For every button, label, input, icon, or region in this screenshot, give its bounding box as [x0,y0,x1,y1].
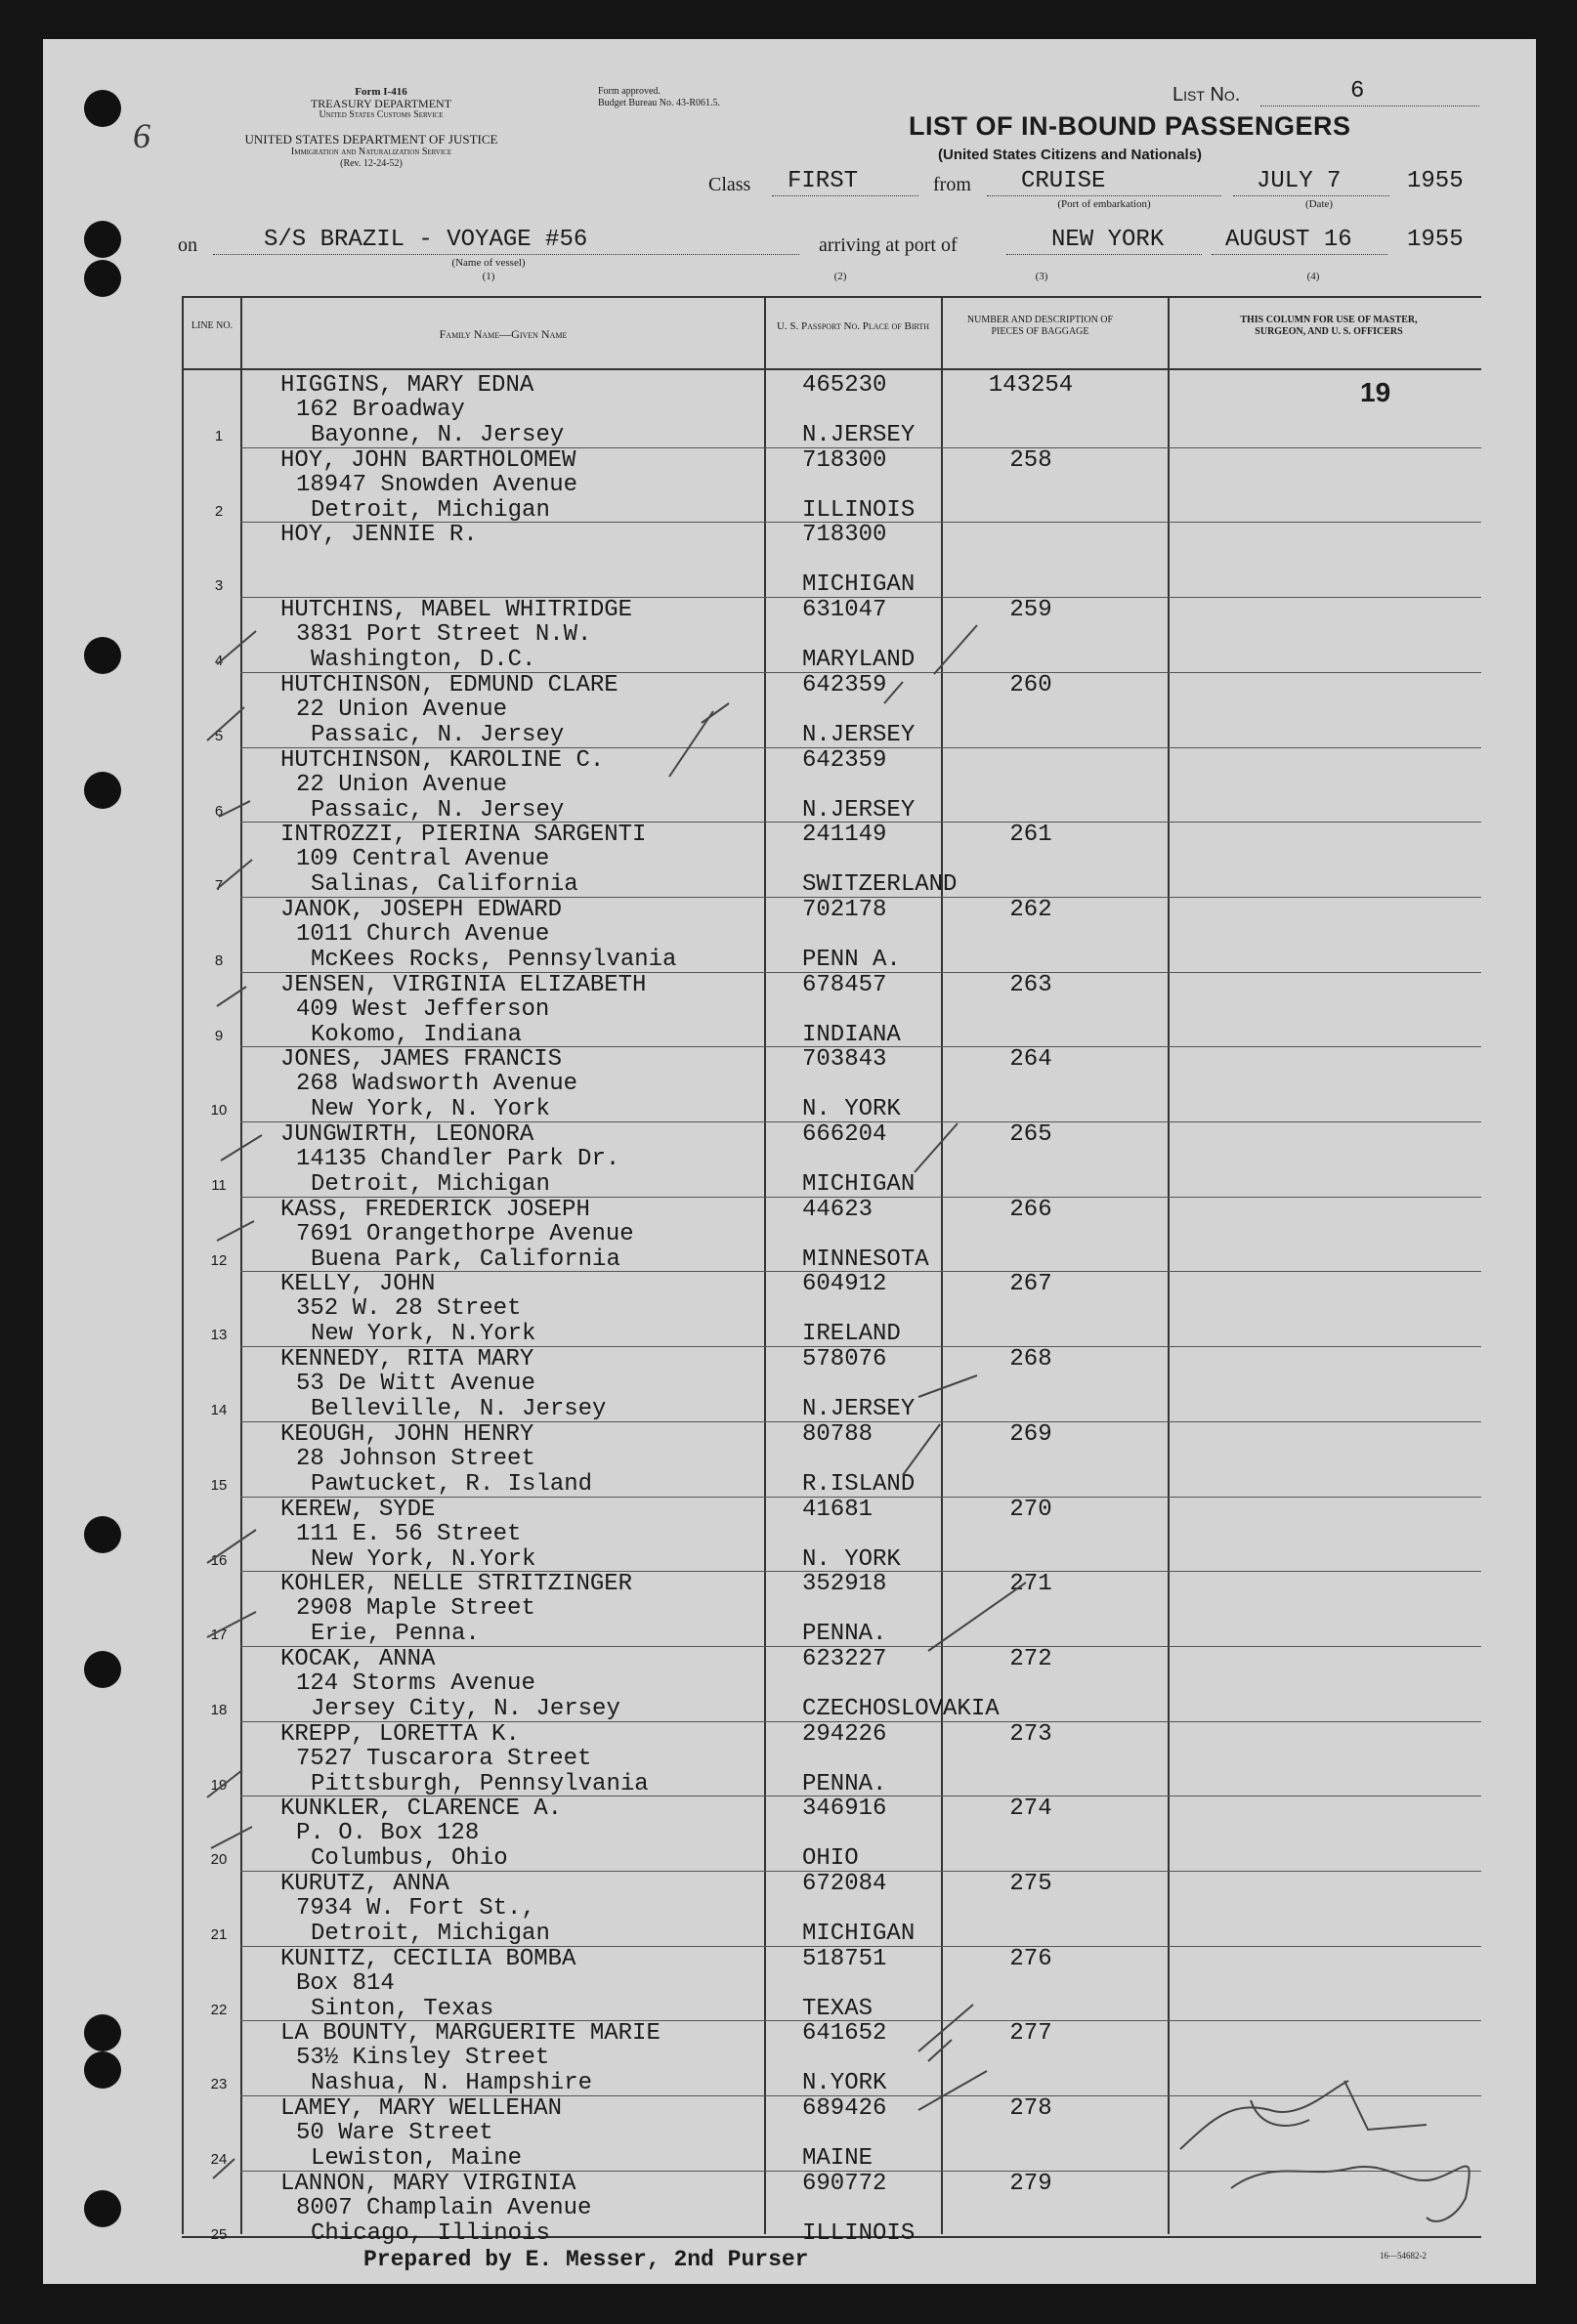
baggage-number: 270 [1009,1496,1052,1523]
passport-number: 623227 [802,1645,887,1672]
passport-number: 352918 [802,1571,887,1598]
line-number: 25 [210,2225,228,2243]
passport-number: 702178 [802,896,887,923]
table-row [0,2172,1577,2247]
table-row [0,1198,1577,1273]
arriving-label: arriving at port of [819,234,958,256]
passenger-name: KASS, FREDERICK JOSEPH [280,1196,590,1223]
line-number: 20 [210,1851,228,1869]
line-number: 1 [214,428,224,444]
passenger-city: Lewiston, Maine [311,2145,523,2173]
passenger-name: JUNGWIRTH, LEONORA [280,1121,534,1148]
passenger-street: 22 Union Avenue [296,696,508,723]
customs-service: United States Customs Service [319,109,444,120]
passenger-city: Detroit, Michigan [311,1171,550,1198]
passenger-street: 109 Central Avenue [296,846,550,873]
baggage-number: 273 [1009,1720,1052,1748]
passenger-city: Buena Park, California [311,1246,620,1273]
passport-number: 465230 [802,372,887,399]
place-of-birth: IRELAND [802,1321,901,1348]
line-number: 16 [210,1551,228,1569]
on-label: on [178,234,197,256]
passport-number: 518751 [802,1945,887,1972]
table-row [0,2096,1577,2172]
passport-number: 41681 [802,1496,874,1523]
passport-number: 703843 [802,1046,887,1074]
passenger-city: Detroit, Michigan [311,496,550,524]
col-header-name: Family Name—Given Name [439,327,568,341]
passport-number: 642359 [802,746,887,774]
line-number: 17 [210,1627,228,1644]
passenger-city: Detroit, Michigan [311,1921,550,1947]
baggage-number: 262 [1009,896,1052,923]
passenger-name: KENNEDY, RITA MARY [280,1346,534,1373]
table-row [0,598,1577,673]
table-row [0,973,1577,1048]
class-value: FIRST [788,168,859,194]
baggage-number: 261 [1009,822,1052,849]
justice-department: UNITED STATES DEPARTMENT OF JUSTICE [244,132,498,147]
place-of-birth: TEXAS [802,1995,874,2022]
col-num-2: (2) [833,271,847,282]
table-row [0,1498,1577,1573]
baggage-number: 279 [1009,2170,1052,2197]
arrival-year: 1955 [1407,227,1464,253]
place-of-birth: MICHIGAN [802,1171,916,1198]
baggage-number: 276 [1009,1945,1052,1972]
place-of-birth: MARYLAND [802,647,916,674]
passenger-name: KURUTZ, ANNA [280,1871,449,1897]
passenger-city: Passaic, N. Jersey [311,721,565,748]
embarkation-caption: (Port of embarkation) [1057,198,1151,210]
immigration-service: Immigration and Naturalization Service [290,147,452,157]
table-row [0,1796,1577,1872]
baggage-number: 263 [1009,971,1052,998]
table-row [0,1647,1577,1722]
line-number: 8 [214,951,224,969]
line-number: 2 [214,502,224,520]
table-row [0,673,1577,748]
col-header-line-no: LINE NO. [191,320,234,331]
passenger-name: KEOUGH, JOHN HENRY [280,1420,534,1448]
passenger-city: Chicago, Illinois [311,2219,550,2247]
place-of-birth: N.YORK [802,2070,887,2097]
passenger-city: McKees Rocks, Pennsylvania [311,946,677,973]
binder-hole [84,260,121,297]
passenger-city: Columbus, Ohio [311,1845,508,1873]
place-of-birth: MICHIGAN [802,1921,916,1947]
passenger-street: 3831 Port Street N.W. [296,621,592,649]
passenger-city: New York, N. York [311,1096,550,1123]
baggage-number: 274 [1009,1796,1052,1823]
class-label: Class [708,174,751,195]
line-number: 9 [214,1027,224,1044]
line-number: 13 [210,1327,228,1344]
place-of-birth: PENN A. [802,946,901,973]
table-row [0,2021,1577,2096]
passenger-name: KOCAK, ANNA [280,1645,436,1672]
place-of-birth: MAINE [802,2145,874,2173]
place-of-birth: PENNA. [802,1770,887,1797]
table-row [0,1872,1577,1947]
line-number: 21 [210,1926,228,1943]
passenger-city: Kokomo, Indiana [311,1021,523,1048]
line-number: 11 [211,1177,227,1194]
line-number: 7 [214,877,224,895]
place-of-birth: INDIANA [802,1021,901,1048]
budget-bureau: Budget Bureau No. 43-R061.5. [598,98,720,108]
passenger-city: Bayonne, N. Jersey [311,422,565,448]
baggage-number: 269 [1009,1420,1052,1448]
passenger-street: 2908 Maple Street [296,1595,535,1623]
place-of-birth: PENNA. [802,1621,887,1648]
passport-number: 689426 [802,2095,887,2123]
passenger-street: 50 Ware Street [296,2120,493,2147]
place-of-birth: N.JERSEY [802,796,916,824]
baggage-number: 260 [1009,671,1052,698]
place-of-birth: N.JERSEY [802,721,916,748]
passport-number: 672084 [802,1871,887,1897]
list-no-value: 6 [1350,78,1365,105]
table-row [0,1272,1577,1347]
passport-number: 631047 [802,597,887,624]
arrival-date: AUGUST 16 [1225,227,1352,253]
passenger-city: Sinton, Texas [311,1995,494,2022]
passenger-street: 53½ Kinsley Street [296,2045,550,2072]
departure-date: JULY 7 [1257,168,1342,194]
departure-year: 1955 [1407,168,1464,194]
passport-number: 718300 [802,446,887,474]
handwritten-page-number: 6 [133,116,150,155]
prepared-by: Prepared by E. Messer, 2nd Purser [363,2247,809,2272]
baggage-number: 277 [1009,2020,1052,2048]
treasury-department: TREASURY DEPARTMENT [310,97,452,110]
passenger-city: Erie, Penna. [311,1621,480,1648]
col-num-4: (4) [1306,271,1320,282]
page-subtitle: (United States Citizens and Nationals) [938,147,1203,163]
baggage-number: 272 [1009,1645,1052,1672]
passenger-name: JENSEN, VIRGINIA ELIZABETH [280,971,647,998]
passenger-name: JANOK, JOSEPH EDWARD [280,896,563,923]
passenger-name: LANNON, MARY VIRGINIA [280,2170,576,2197]
baggage-number: 278 [1009,2095,1052,2123]
col-num-3: (3) [1035,271,1048,282]
baggage-number: 267 [1009,1271,1052,1298]
line-number: 14 [210,1402,228,1419]
place-of-birth: N.JERSEY [802,1396,916,1423]
place-of-birth: SWITZERLAND [802,871,958,899]
passenger-city: New York, N.York [311,1321,536,1348]
table-row [0,1947,1577,2022]
passport-number: 690772 [802,2170,887,2197]
line-number: 15 [210,1476,228,1494]
baggage-number: 259 [1009,597,1052,624]
passport-number: 346916 [802,1796,887,1823]
baggage-number: 264 [1009,1046,1052,1074]
place-of-birth: CZECHOSLOVAKIA [802,1695,1000,1722]
place-of-birth: N. YORK [802,1545,901,1573]
baggage-number: 275 [1009,1871,1052,1897]
line-number: 18 [210,1701,228,1718]
passenger-street: 14135 Chandler Park Dr. [296,1146,620,1172]
form-approved: Form approved. [598,86,661,97]
passenger-name: KUNITZ, CECILIA BOMBA [280,1945,576,1972]
passenger-name: HOY, JOHN BARTHOLOMEW [280,446,576,474]
place-of-birth: ILLINOIS [802,2219,916,2247]
line-number: 23 [210,2076,228,2093]
col-header-passport: U. S. Passport No. Place of Birth [776,320,930,332]
baggage-number: 268 [1009,1346,1052,1373]
passenger-name: HOY, JENNIE R. [280,522,478,549]
passenger-street: 7527 Tuscarora Street [296,1745,592,1772]
page-title: LIST OF IN-BOUND PASSENGERS [909,111,1351,141]
col-header-officers: THIS COLUMN FOR USE OF MASTER, SURGEON, AND U. S. OFFICERS [1240,315,1418,337]
passport-number: 678457 [802,971,887,998]
from-label: from [933,174,971,195]
place-of-birth: OHIO [802,1845,859,1873]
table-row [0,523,1577,598]
place-of-birth: N.JERSEY [802,422,916,448]
passenger-name: INTROZZI, PIERINA SARGENTI [280,822,647,849]
passenger-name: LA BOUNTY, MARGUERITE MARIE [280,2020,661,2048]
passenger-city: Salinas, California [311,871,578,899]
place-of-birth: R.ISLAND [802,1470,916,1498]
passenger-name: JONES, JAMES FRANCIS [280,1046,563,1074]
passenger-street: 28 Johnson Street [296,1445,535,1472]
passenger-street: 1011 Church Avenue [296,920,550,948]
line-number: 6 [214,802,224,820]
line-number: 10 [210,1102,228,1120]
col-num-1: (1) [482,271,495,282]
passenger-name: HUTCHINSON, KAROLINE C. [280,746,605,774]
passenger-city: Nashua, N. Hampshire [311,2070,593,2097]
vessel-name: S/S BRAZIL - VOYAGE #56 [264,227,588,253]
passenger-street: 7934 W. Fort St., [296,1895,535,1922]
passenger-street: 352 W. 28 Street [296,1295,522,1323]
form-number: Form I-416 [355,86,407,98]
passport-number: 666204 [802,1121,887,1148]
table-row [0,1422,1577,1498]
table-row [0,448,1577,524]
passenger-name: KUNKLER, CLARENCE A. [280,1796,563,1823]
passenger-street: 124 Storms Avenue [296,1669,535,1697]
line-number: 4 [214,653,224,670]
baggage-number: 271 [1009,1571,1052,1598]
passport-number: 80788 [802,1420,874,1448]
col-header-baggage: NUMBER AND DESCRIPTION OF PIECES OF BAGGAGE [966,315,1114,337]
passenger-name: KREPP, LORETTA K. [280,1720,520,1748]
date-caption: (Date) [1304,198,1334,210]
table-row [0,1572,1577,1647]
line-number: 5 [214,727,224,744]
line-number: 3 [214,577,224,595]
passport-number: 641652 [802,2020,887,2048]
passport-number: 718300 [802,522,887,549]
place-of-birth: N. YORK [802,1096,901,1123]
line-number: 12 [210,1251,228,1269]
form-code: 16—54682-2 [1380,2251,1427,2261]
passenger-street: 8007 Champlain Avenue [296,2194,592,2221]
passport-number: 642359 [802,671,887,698]
baggage-number: 266 [1009,1196,1052,1223]
baggage-number: 143254 [988,372,1074,399]
passenger-city: Pawtucket, R. Island [311,1470,593,1498]
table-row [0,1722,1577,1797]
table-row [0,898,1577,973]
passport-number: 604912 [802,1271,887,1298]
baggage-number: 265 [1009,1121,1052,1148]
passport-number: 241149 [802,822,887,849]
passenger-name: LAMEY, MARY WELLEHAN [280,2095,563,2123]
passenger-street: 162 Broadway [296,397,465,423]
passenger-city: Washington, D.C. [311,647,536,674]
place-of-birth: MICHIGAN [802,571,916,599]
table-row [0,1122,1577,1198]
passport-number: 294226 [802,1720,887,1748]
table-row [0,823,1577,898]
passenger-city: Pittsburgh, Pennsylvania [311,1770,649,1797]
passenger-street: 111 E. 56 Street [296,1520,522,1547]
table-row [0,1347,1577,1422]
passenger-city: Belleville, N. Jersey [311,1396,607,1423]
passenger-street: 22 Union Avenue [296,771,508,798]
passenger-name: HUTCHINSON, EDMUND CLARE [280,671,618,698]
passenger-street: 409 West Jefferson [296,995,550,1023]
embarkation-port: CRUISE [1021,168,1106,194]
passenger-city: New York, N.York [311,1545,536,1573]
passenger-name: HIGGINS, MARY EDNA [280,372,534,399]
table-row [0,748,1577,824]
passenger-city: Passaic, N. Jersey [311,796,565,824]
binder-hole [84,90,121,127]
passenger-street: 18947 Snowden Avenue [296,471,578,498]
list-no-label: List No. [1172,84,1241,106]
table-row [0,373,1577,448]
passenger-street: 268 Wadsworth Avenue [296,1071,578,1098]
place-of-birth: MINNESOTA [802,1246,929,1273]
passenger-name: HUTCHINS, MABEL WHITRIDGE [280,597,633,624]
passenger-street: 7691 Orangethorpe Avenue [296,1220,634,1247]
passenger-city: Jersey City, N. Jersey [311,1695,620,1722]
passenger-street: P. O. Box 128 [296,1820,480,1847]
baggage-number: 258 [1009,446,1052,474]
line-number: 19 [210,1776,228,1794]
line-number: 22 [210,2001,228,2018]
passport-number: 578076 [802,1346,887,1373]
place-of-birth: ILLINOIS [802,496,916,524]
passenger-name: KEREW, SYDE [280,1496,436,1523]
table-row [0,1047,1577,1122]
passenger-name: KELLY, JOHN [280,1271,436,1298]
passenger-street: 53 De Witt Avenue [296,1371,535,1398]
arrival-port: NEW YORK [1051,227,1165,253]
passenger-name: KOHLER, NELLE STRITZINGER [280,1571,633,1598]
line-number: 24 [210,2151,228,2169]
passport-number: 44623 [802,1196,874,1223]
passenger-street: Box 814 [296,1969,395,1997]
officer-mark: 19 [1360,377,1391,407]
revision: (Rev. 12-24-52) [340,158,403,169]
vessel-caption: (Name of vessel) [451,257,526,269]
binder-hole [84,221,121,258]
